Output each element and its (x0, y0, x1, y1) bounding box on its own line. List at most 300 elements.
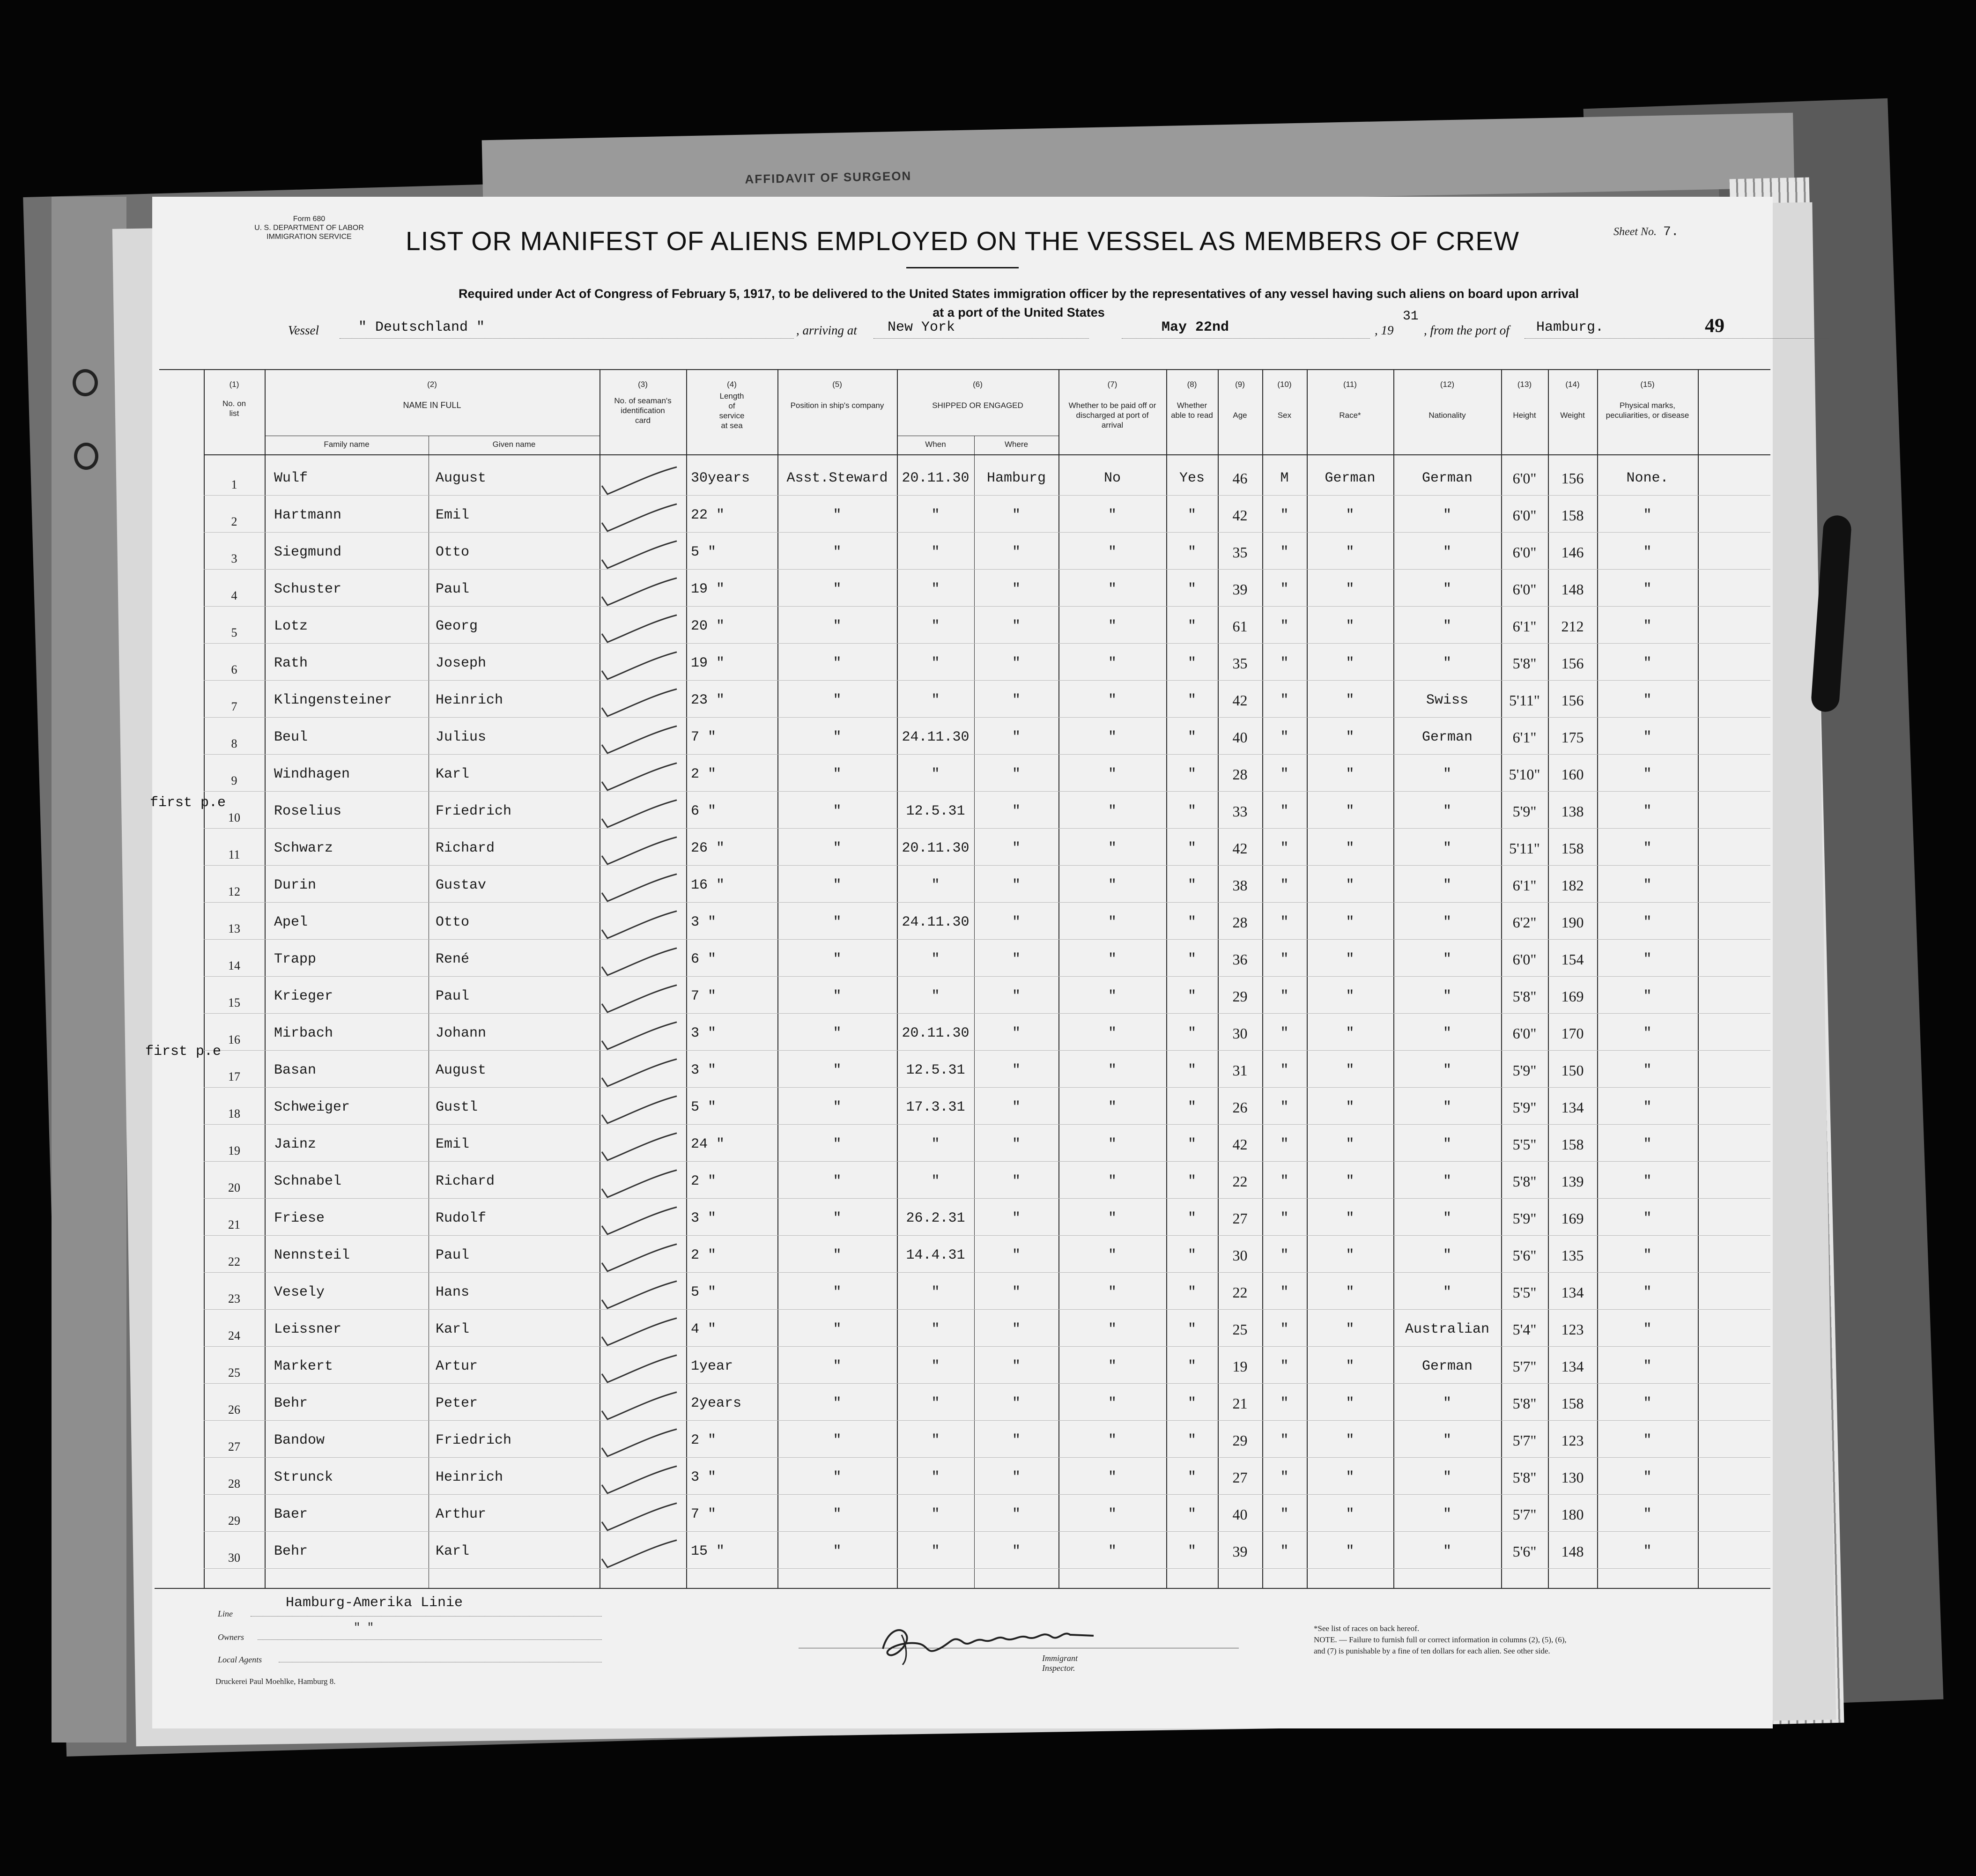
cell-position: " (833, 1062, 842, 1078)
row-rule (204, 532, 1770, 533)
footnote-penalty-1: NOTE. — Failure to furnish full or correct information in columns (2), (5), (6), (1314, 1635, 1567, 1644)
cell-weight: 169 (1561, 988, 1584, 1005)
cell-race: " (1346, 581, 1354, 597)
cell-paid: " (1108, 1506, 1117, 1522)
checkmark (602, 652, 677, 679)
cell-family: Mirbach (274, 1025, 333, 1041)
cell-family: Klingensteiner (274, 692, 392, 708)
cell-where: " (1012, 544, 1021, 560)
cell-height: 5'8" (1512, 1173, 1537, 1190)
checkmark (602, 985, 677, 1012)
cell-race: " (1346, 1321, 1354, 1337)
cell-race: " (1346, 1432, 1354, 1448)
cell-read: " (1187, 618, 1196, 634)
cell-height: 5'6" (1512, 1543, 1537, 1560)
cell-no: 9 (231, 774, 237, 787)
row-rule (204, 1531, 1770, 1532)
cell-paid: " (1108, 1358, 1117, 1374)
cell-paid: " (1108, 988, 1117, 1004)
cell-when: " (931, 692, 940, 708)
cell-age: 40 (1232, 729, 1248, 746)
cell-race: " (1346, 914, 1354, 930)
inspector-label: Immigrant Inspector. (1042, 1654, 1078, 1673)
cell-nationality: " (1443, 1062, 1451, 1078)
cell-marks: " (1643, 544, 1652, 560)
vessel-name: " Deutschland " (358, 319, 485, 335)
cell-marks: " (1643, 988, 1652, 1004)
cell-weight: 156 (1561, 655, 1584, 672)
cell-weight: 135 (1561, 1247, 1584, 1264)
cell-nationality: " (1443, 1247, 1451, 1263)
cell-age: 35 (1232, 544, 1248, 561)
cell-family: Rath (274, 655, 308, 671)
cell-race: " (1346, 544, 1354, 560)
cell-weight: 170 (1561, 1025, 1584, 1042)
cell-service: 15 " (691, 1543, 725, 1559)
cell-family: Roselius (274, 803, 342, 819)
col-14-header (1548, 379, 1597, 420)
checkmark (602, 541, 677, 568)
cell-given: Otto (436, 914, 470, 930)
cell-height: 5'10" (1509, 766, 1540, 783)
margin-note: first p.e (145, 1044, 222, 1060)
cell-paid: " (1108, 840, 1117, 856)
cell-sex: " (1280, 840, 1289, 856)
cell-nationality: " (1443, 1543, 1451, 1559)
cell-when: " (931, 766, 940, 782)
cell-family: Baer (274, 1506, 308, 1522)
cell-height: 6'0" (1512, 470, 1537, 487)
row-rule (204, 643, 1770, 644)
cell-race: " (1346, 1506, 1354, 1522)
cell-weight: 156 (1561, 692, 1584, 709)
cell-when: 20.11.30 (902, 470, 969, 486)
cell-nationality: German (1421, 470, 1473, 486)
cell-given: Emil (436, 1136, 470, 1152)
cell-age: 42 (1232, 507, 1248, 524)
cell-service: 3 " (691, 1025, 717, 1041)
cell-nationality: " (1443, 840, 1451, 856)
col-number: (8) (1187, 380, 1197, 389)
cell-when: " (931, 1136, 940, 1152)
cell-sex: " (1280, 507, 1289, 523)
checkmark (602, 1429, 677, 1456)
cell-race: " (1346, 507, 1354, 523)
cell-paid: " (1108, 914, 1117, 930)
cell-given: Emil (436, 507, 470, 523)
checkmark (602, 1503, 677, 1530)
cell-family: Leissner (274, 1321, 342, 1337)
cell-position: " (833, 1025, 842, 1041)
page-number: 49 (1705, 315, 1724, 337)
cell-nationality: " (1443, 1469, 1451, 1485)
row-rule (204, 976, 1770, 977)
cell-paid: " (1108, 544, 1117, 560)
year: 31 (1403, 309, 1419, 324)
cell-height: 5'4" (1512, 1321, 1537, 1338)
cell-sex: " (1280, 1025, 1289, 1041)
checkmark (602, 504, 677, 531)
cell-marks: " (1643, 1543, 1652, 1559)
cell-paid: " (1108, 581, 1117, 597)
col-6-sub-when: When (925, 440, 946, 449)
cell-read: " (1187, 1210, 1196, 1226)
cell-family: Schnabel (274, 1173, 342, 1189)
cell-height: 5'8" (1512, 655, 1537, 672)
cell-paid: " (1108, 1395, 1117, 1411)
cell-service: 19 " (691, 655, 725, 671)
cell-when: " (931, 1173, 940, 1189)
cell-marks: " (1643, 1284, 1652, 1300)
cell-age: 39 (1232, 1543, 1248, 1560)
cell-height: 5'11" (1509, 840, 1540, 857)
col-number: (14) (1565, 380, 1580, 389)
cell-when: " (931, 1506, 940, 1522)
cell-family: Strunck (274, 1469, 333, 1485)
row-rule (204, 495, 1770, 496)
cell-sex: " (1280, 877, 1289, 893)
cell-height: 5'5" (1512, 1284, 1537, 1301)
row-rule (204, 828, 1770, 829)
cell-read: " (1187, 544, 1196, 560)
cell-height: 6'0" (1512, 544, 1537, 561)
cell-sex: " (1280, 544, 1289, 560)
row-rule (204, 1568, 1770, 1569)
col-title: Weight (1560, 411, 1585, 420)
cell-sex: " (1280, 914, 1289, 930)
cell-height: 6'0" (1512, 951, 1537, 968)
cell-paid: " (1108, 655, 1117, 671)
cell-where: " (1012, 1358, 1021, 1374)
cell-marks: " (1643, 1432, 1652, 1448)
cell-service: 2 " (691, 1173, 717, 1189)
cell-no: 1 (231, 478, 237, 491)
cell-when: 24.11.30 (902, 729, 969, 745)
cell-read: " (1187, 1432, 1196, 1448)
checkmark (602, 726, 677, 753)
cell-sex: " (1280, 766, 1289, 782)
cell-marks: " (1643, 766, 1652, 782)
col-6-header (897, 379, 1058, 410)
cell-sex: " (1280, 655, 1289, 671)
cell-service: 22 " (691, 507, 725, 523)
cell-service: 2 " (691, 1247, 717, 1263)
cell-paid: " (1108, 1136, 1117, 1152)
cell-read: Yes (1179, 470, 1205, 486)
col-title: Length of service at sea (719, 392, 745, 430)
cell-read: " (1187, 1358, 1196, 1374)
cell-height: 6'0" (1512, 507, 1537, 524)
cell-where: " (1012, 766, 1021, 782)
arriving-port: New York (888, 319, 955, 335)
checkmark (602, 763, 677, 790)
binding-hole (73, 369, 98, 396)
cell-paid: " (1108, 618, 1117, 634)
cell-race: " (1346, 877, 1354, 893)
cell-sex: " (1280, 692, 1289, 708)
arrival-date: May 22nd (1162, 319, 1229, 335)
cell-nationality: " (1443, 1025, 1451, 1041)
cell-given: Paul (436, 988, 470, 1004)
cell-position: " (833, 1284, 842, 1300)
cell-weight: 134 (1561, 1099, 1584, 1116)
cell-nationality: " (1443, 951, 1451, 967)
cell-race: " (1346, 618, 1354, 634)
cell-paid: " (1108, 803, 1117, 819)
col-number: (7) (1107, 380, 1118, 389)
row-rule (204, 606, 1770, 607)
cell-given: Paul (436, 1247, 470, 1263)
cell-no: 17 (228, 1070, 240, 1083)
inspector-signature (873, 1616, 1117, 1668)
cell-sex: " (1280, 1395, 1289, 1411)
cell-position: " (833, 803, 842, 819)
cell-height: 6'1" (1512, 729, 1537, 746)
cell-sex: M (1280, 470, 1289, 486)
cell-marks: " (1643, 1062, 1652, 1078)
table-top-rule (159, 369, 1770, 370)
cell-position: " (833, 914, 842, 930)
cell-age: 31 (1232, 1062, 1248, 1079)
cell-service: 23 " (691, 692, 725, 708)
cell-height: 5'9" (1512, 1210, 1537, 1227)
cell-paid: " (1108, 1469, 1117, 1485)
service: IMMIGRATION SERVICE (266, 233, 352, 241)
cell-when: " (931, 1543, 940, 1559)
col-10-header (1262, 379, 1307, 420)
cell-no: 2 (231, 515, 237, 528)
row-rule (204, 569, 1770, 570)
cell-sex: " (1280, 729, 1289, 745)
checkmark (602, 800, 677, 827)
cell-family: Vesely (274, 1284, 325, 1300)
cell-position: " (833, 544, 842, 560)
cell-no: 20 (228, 1181, 240, 1194)
cell-no: 27 (228, 1440, 240, 1453)
cell-race: " (1346, 1247, 1354, 1263)
row-rule (204, 791, 1770, 792)
manifest-sheet (145, 197, 1773, 1728)
cell-family: Beul (274, 729, 308, 745)
cell-service: 3 " (691, 914, 717, 930)
cell-age: 40 (1232, 1506, 1248, 1523)
cell-position: " (833, 729, 842, 745)
cell-where: " (1012, 840, 1021, 856)
cell-no: 22 (228, 1255, 240, 1268)
col-4-header (686, 379, 777, 430)
cell-nationality: " (1443, 1099, 1451, 1115)
cell-marks: " (1643, 951, 1652, 967)
from-port: Hamburg. (1536, 319, 1604, 335)
cell-marks: " (1643, 1247, 1652, 1263)
cell-given: Heinrich (436, 1469, 503, 1485)
line-label: Line (218, 1609, 233, 1618)
cell-marks: " (1643, 729, 1652, 745)
cell-weight: 190 (1561, 914, 1584, 931)
cell-height: 6'1" (1512, 618, 1537, 635)
cell-given: Hans (436, 1284, 470, 1300)
cell-paid: " (1108, 1025, 1117, 1041)
sheet-number-label: Sheet No. (1613, 226, 1657, 238)
col-title: NAME IN FULL (403, 400, 461, 410)
cell-family: Schuster (274, 581, 342, 597)
cell-read: " (1187, 1099, 1196, 1115)
cell-age: 33 (1232, 803, 1248, 820)
col-number: (10) (1277, 380, 1292, 389)
col-15-header (1597, 379, 1698, 420)
cell-height: 5'9" (1512, 1062, 1537, 1079)
cell-service: 3 " (691, 1210, 717, 1226)
cell-where: " (1012, 507, 1021, 523)
cell-race: " (1346, 1395, 1354, 1411)
cell-family: Krieger (274, 988, 333, 1004)
cell-service: 1year (691, 1358, 733, 1374)
cell-where: " (1012, 1543, 1021, 1559)
col-divider (1698, 369, 1699, 1588)
cell-family: Trapp (274, 951, 317, 967)
col-number: (4) (727, 380, 737, 389)
cell-where: " (1012, 1469, 1021, 1485)
col-7-header (1058, 379, 1166, 430)
cell-nationality: " (1443, 1506, 1451, 1522)
cell-read: " (1187, 951, 1196, 967)
cell-nationality: " (1443, 581, 1451, 597)
cell-given: August (436, 470, 487, 486)
cell-service: 5 " (691, 1099, 717, 1115)
cell-position: " (833, 988, 842, 1004)
cell-race: " (1346, 1025, 1354, 1041)
cell-weight: 148 (1561, 581, 1584, 598)
cell-where: " (1012, 1173, 1021, 1189)
requirement-line-1: Required under Act of Congress of February 5, 1917, to be delivered to the United States immigration officer by the representatives of any vessel having such aliens on board upon arrival (458, 287, 1579, 301)
col-divider (265, 369, 266, 1588)
cell-marks: " (1643, 1506, 1652, 1522)
cell-sex: " (1280, 1358, 1289, 1374)
cell-when: " (931, 1469, 940, 1485)
col-title: Nationality (1428, 411, 1466, 420)
cell-read: " (1187, 877, 1196, 893)
cell-position: " (833, 581, 842, 597)
cell-marks: " (1643, 1173, 1652, 1189)
cell-marks: " (1643, 655, 1652, 671)
cell-when: 20.11.30 (902, 840, 969, 856)
cell-no: 28 (228, 1477, 240, 1490)
cell-read: " (1187, 1543, 1196, 1559)
cell-when: " (931, 1395, 940, 1411)
sheet-number-value: 7. (1663, 225, 1679, 239)
cell-when: " (931, 655, 940, 671)
cell-when: 12.5.31 (906, 803, 965, 819)
cell-family: Markert (274, 1358, 333, 1374)
cell-where: " (1012, 951, 1021, 967)
cell-given: Otto (436, 544, 470, 560)
cell-position: " (833, 1173, 842, 1189)
cell-height: 6'2" (1512, 914, 1537, 931)
cell-family: Durin (274, 877, 317, 893)
cell-read: " (1187, 1469, 1196, 1485)
cell-weight: 158 (1561, 840, 1584, 857)
row-rule (204, 865, 1770, 866)
cell-read: " (1187, 729, 1196, 745)
cell-age: 27 (1232, 1210, 1248, 1227)
cell-height: 5'9" (1512, 1099, 1537, 1116)
row-rule (204, 1309, 1770, 1310)
cell-given: Johann (436, 1025, 487, 1041)
col-divider (599, 369, 600, 1588)
arriving-label: , arriving at (796, 323, 857, 337)
page-title: LIST OR MANIFEST OF ALIENS EMPLOYED ON THE VESSEL AS MEMBERS OF CREW (405, 226, 1520, 256)
cell-service: 5 " (691, 544, 717, 560)
cell-sex: " (1280, 618, 1289, 634)
cell-read: " (1187, 1321, 1196, 1337)
cell-where: " (1012, 581, 1021, 597)
footnotes (1314, 1623, 1735, 1657)
cell-where: " (1012, 1284, 1021, 1300)
cell-no: 12 (228, 885, 240, 898)
cell-position: " (833, 507, 842, 523)
row-rule (204, 1272, 1770, 1273)
cell-race: German (1325, 470, 1376, 486)
cell-weight: 148 (1561, 1543, 1584, 1560)
cell-age: 46 (1232, 470, 1248, 487)
cell-no: 16 (228, 1033, 240, 1046)
cell-when: " (931, 988, 940, 1004)
cell-nationality: " (1443, 803, 1451, 819)
row-rule (204, 1235, 1770, 1236)
cell-no: 29 (228, 1514, 240, 1527)
cell-read: " (1187, 692, 1196, 708)
col-title: No. of seaman's identification card (614, 396, 672, 425)
cell-service: 6 " (691, 803, 717, 819)
cell-read: " (1187, 1173, 1196, 1189)
col-8-header (1166, 379, 1218, 420)
row-rule (204, 717, 1770, 718)
cell-nationality: " (1443, 1395, 1451, 1411)
cell-height: 5'7" (1512, 1358, 1537, 1375)
cell-nationality: " (1443, 877, 1451, 893)
cell-race: " (1346, 840, 1354, 856)
cell-where: " (1012, 1506, 1021, 1522)
cell-no: 7 (231, 700, 237, 713)
cell-race: " (1346, 951, 1354, 967)
cell-weight: 180 (1561, 1506, 1584, 1523)
col-title: SHIPPED OR ENGAGED (932, 401, 1023, 410)
checkmark (602, 1318, 677, 1345)
cell-where: " (1012, 803, 1021, 819)
cell-age: 61 (1232, 618, 1248, 635)
cell-weight: 150 (1561, 1062, 1584, 1079)
col-number: (2) (427, 380, 437, 389)
cell-no: 5 (231, 626, 237, 639)
cell-no: 18 (228, 1107, 240, 1120)
cell-service: 5 " (691, 1284, 717, 1300)
col-number: (15) (1640, 380, 1655, 389)
cell-weight: 146 (1561, 544, 1584, 561)
cell-read: " (1187, 1062, 1196, 1078)
cell-age: 29 (1232, 988, 1248, 1005)
cell-given: Paul (436, 581, 470, 597)
cell-paid: " (1108, 1210, 1117, 1226)
cell-family: Nennsteil (274, 1247, 350, 1263)
cell-paid: " (1108, 766, 1117, 782)
cell-given: Karl (436, 1321, 470, 1337)
cell-read: " (1187, 914, 1196, 930)
cell-when: 17.3.31 (906, 1099, 965, 1115)
col-number: (6) (973, 380, 983, 389)
cell-weight: 123 (1561, 1321, 1584, 1338)
cell-weight: 154 (1561, 951, 1584, 968)
cell-marks: " (1643, 803, 1652, 819)
